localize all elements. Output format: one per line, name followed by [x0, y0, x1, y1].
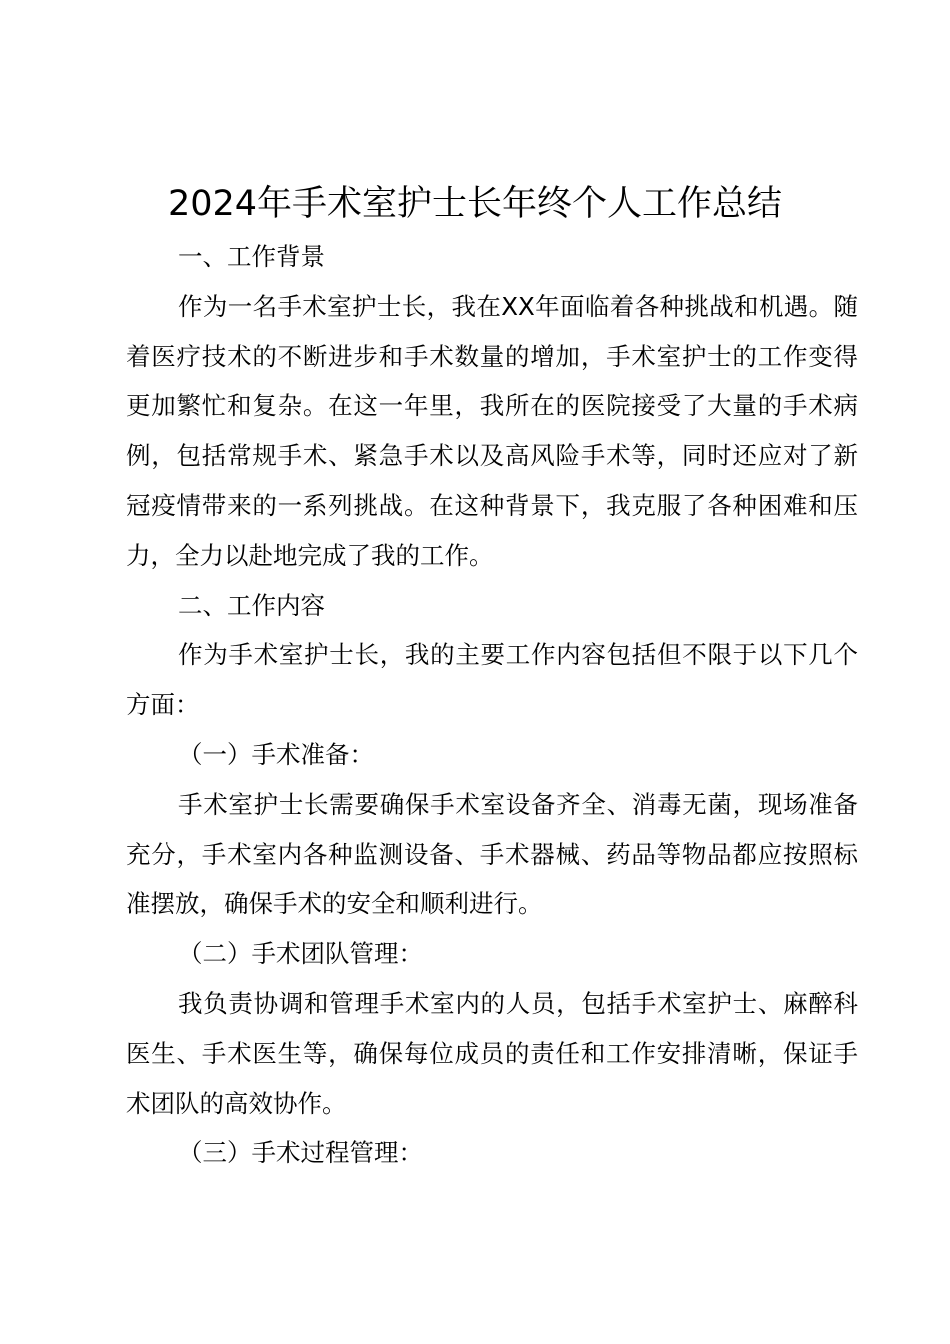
paragraph-surgery-preparation: 手术室护士长需要确保手术室设备齐全、消毒无菌，现场准备充分，手术室内各种监测设备、手术器械、药品等物品都应按照标准摆放，确保手术的安全和顺利进行。 [126, 789, 858, 919]
document-title: 2024年手术室护士长年终个人工作总结 [167, 184, 783, 224]
subheading-surgery-preparation: （一）手术准备： [178, 739, 374, 769]
section-heading-background: 一、工作背景 [178, 242, 325, 271]
subheading-process-management: （三）手术过程管理： [178, 1138, 423, 1168]
document-body [126, 232, 858, 1178]
section-heading-content: 二、工作内容 [178, 590, 325, 620]
paragraph-content-intro: 作为手术室护士长，我的主要工作内容包括但不限于以下几个方面： [126, 640, 858, 720]
paragraph-team-management: 我负责协调和管理手术室内的人员，包括手术室护士、麻醉科医生、手术医生等，确保每位成员的责任和工作安排清晰，保证手术团队的高效协作。 [126, 988, 858, 1118]
paragraph-background: 作为一名手术室护士长，我在XX年面临着各种挑战和机遇。随着医疗技术的不断进步和手术数量的增加，手术室护士的工作变得更加繁忙和复杂。在这一年里，我所在的医院接受了大量的手术病例，包括常规手术、紧急手术以及高风险手术等，同时还应对了新冠疫情带来的一系列挑战。在这种背景下，我克服了各种困难和压力，全力以赴地完成了我的工作。 [126, 291, 858, 570]
subheading-team-management: （二）手术团队管理： [178, 939, 423, 969]
